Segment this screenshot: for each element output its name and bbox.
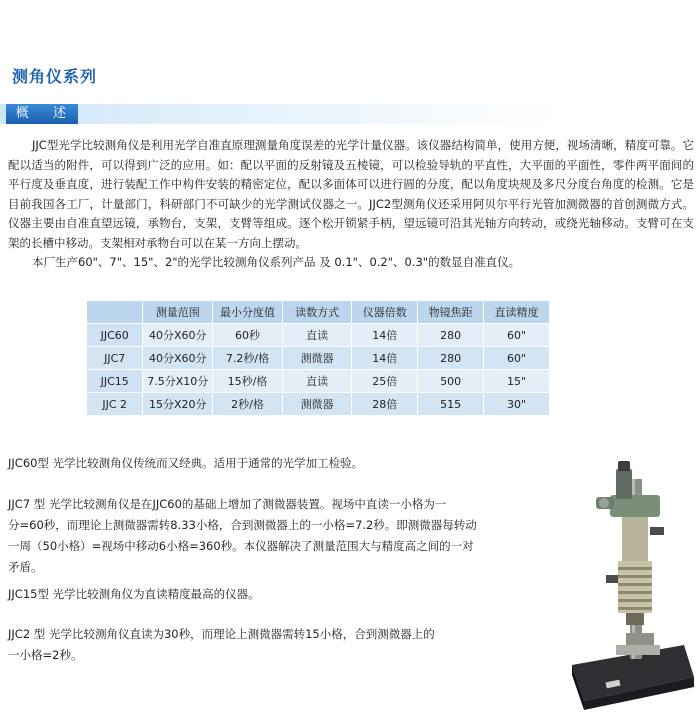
table-cell: JJC7	[87, 347, 143, 370]
table-row	[87, 370, 550, 393]
note-line: JJC2 型 光学比较测角仪直读为30秒，而理论上测微器需转15小格，合到测微器上的	[8, 627, 435, 641]
table-cell: 7.5分X10分	[143, 370, 213, 393]
table-cell: 测微器	[282, 393, 352, 416]
note-line: 分=60秒，而理论上测微器需转8.33小格，合到测微器上的一小格=7.2秒。即测微器每转动	[8, 518, 477, 532]
table-cell: JJC60	[87, 324, 143, 347]
intro-text	[8, 136, 694, 273]
table-cell: 500	[418, 370, 484, 393]
table-row	[87, 393, 550, 416]
note-line: 一小格=2秒。	[8, 648, 83, 662]
page-title: 测角仪系列	[12, 67, 98, 86]
table-header-cell: 最小分度值	[213, 301, 283, 324]
table-cell: 28倍	[352, 393, 418, 416]
table-cell: 60秒	[213, 324, 283, 347]
table-header-cell: 测量范围	[143, 301, 213, 324]
note-jjc7	[8, 494, 558, 578]
table-header-cell: 直读精度	[484, 301, 550, 324]
table-cell: 60"	[484, 347, 550, 370]
section-header-bar	[0, 104, 700, 124]
table-cell: 40分X60分	[143, 324, 213, 347]
table-cell: 25倍	[352, 370, 418, 393]
note-line: JJC7 型 光学比较测角仪是在JJC60的基础上增加了测微器装置。视场中直读一小格为一	[8, 497, 447, 511]
table-cell: 14倍	[352, 324, 418, 347]
table-cell: 515	[418, 393, 484, 416]
table-cell: 280	[418, 324, 484, 347]
intro-paragraph-1: JJC型光学比较测角仪是利用光学自准直原理测量角度误差的光学计量仪器。该仪器结构简单，使用方便，视场清晰，精度可靠。它配以适当的附件，可以得到广泛的应用。如：配以平面的反射镜及五棱镜，可以检验导轨的平直性，大平面的平面性，零件两平面间的平行度及垂直度，进行装配工作中构件安装的精密定位，配以多面体可以进行圆的分度，配以角度块规及多尺分度台角度的检测。它是目前我国各工厂，计量部门，科研部门不可缺少的光学测试仪器之一。JJC2型测角仪还采用阿贝尔平行光管加测微器的首创测微方式。仪器主要由自准直望远镜，承物台，支架，支臂等组成。逐个松开锁紧手柄，望远镜可沿其光轴方向转动，或绕光轴移动。支臂可在支架的长槽中移动。支架相对承物台可以在某一方向上摆动。	[8, 138, 694, 250]
goniometer-instrument-icon	[566, 455, 696, 710]
table-cell: 测微器	[282, 347, 352, 370]
intro-paragraph-2: 本厂生产60"、7"、15"、2"的光学比较测角仪系列产品 及 0.1"、0.2"、0.3"的数显自准直仪。	[32, 255, 521, 269]
table-cell: 2秒/格	[213, 393, 283, 416]
table-cell: JJC15	[87, 370, 143, 393]
table-cell: 15"	[484, 370, 550, 393]
table-header-cell: 仪器倍数	[352, 301, 418, 324]
table-row	[87, 347, 550, 370]
table-cell: 7.2秒/格	[213, 347, 283, 370]
table-cell: 60"	[484, 324, 550, 347]
table-cell: 直读	[282, 370, 352, 393]
table-cell: 280	[418, 347, 484, 370]
table-cell: JJC 2	[87, 393, 143, 416]
note-jjc15: JJC15型 光学比较测角仪为直读精度最高的仪器。	[8, 587, 260, 601]
spec-table	[86, 300, 550, 416]
table-cell: 15秒/格	[213, 370, 283, 393]
table-header-row	[87, 301, 550, 324]
table-header-cell: 物镜焦距	[418, 301, 484, 324]
note-jjc60: JJC60型 光学比较测角仪传统而又经典。适用于通常的光学加工检验。	[8, 456, 364, 470]
table-cell: 40分X60分	[143, 347, 213, 370]
section-tab-overview: 概 述	[6, 104, 78, 124]
note-line: 矛盾。	[8, 560, 43, 574]
table-header-cell: 读数方式	[282, 301, 352, 324]
note-line: 一周（50小格）=视场中移动6小格=360秒。本仪器解决了测量范围大与精度高之间的一对	[8, 539, 474, 553]
table-cell: 14倍	[352, 347, 418, 370]
table-cell: 30"	[484, 393, 550, 416]
table-cell: 15分X20分	[143, 393, 213, 416]
table-cell: 直读	[282, 324, 352, 347]
note-jjc2	[8, 624, 558, 666]
table-row	[87, 324, 550, 347]
table-header-cell	[87, 301, 143, 324]
